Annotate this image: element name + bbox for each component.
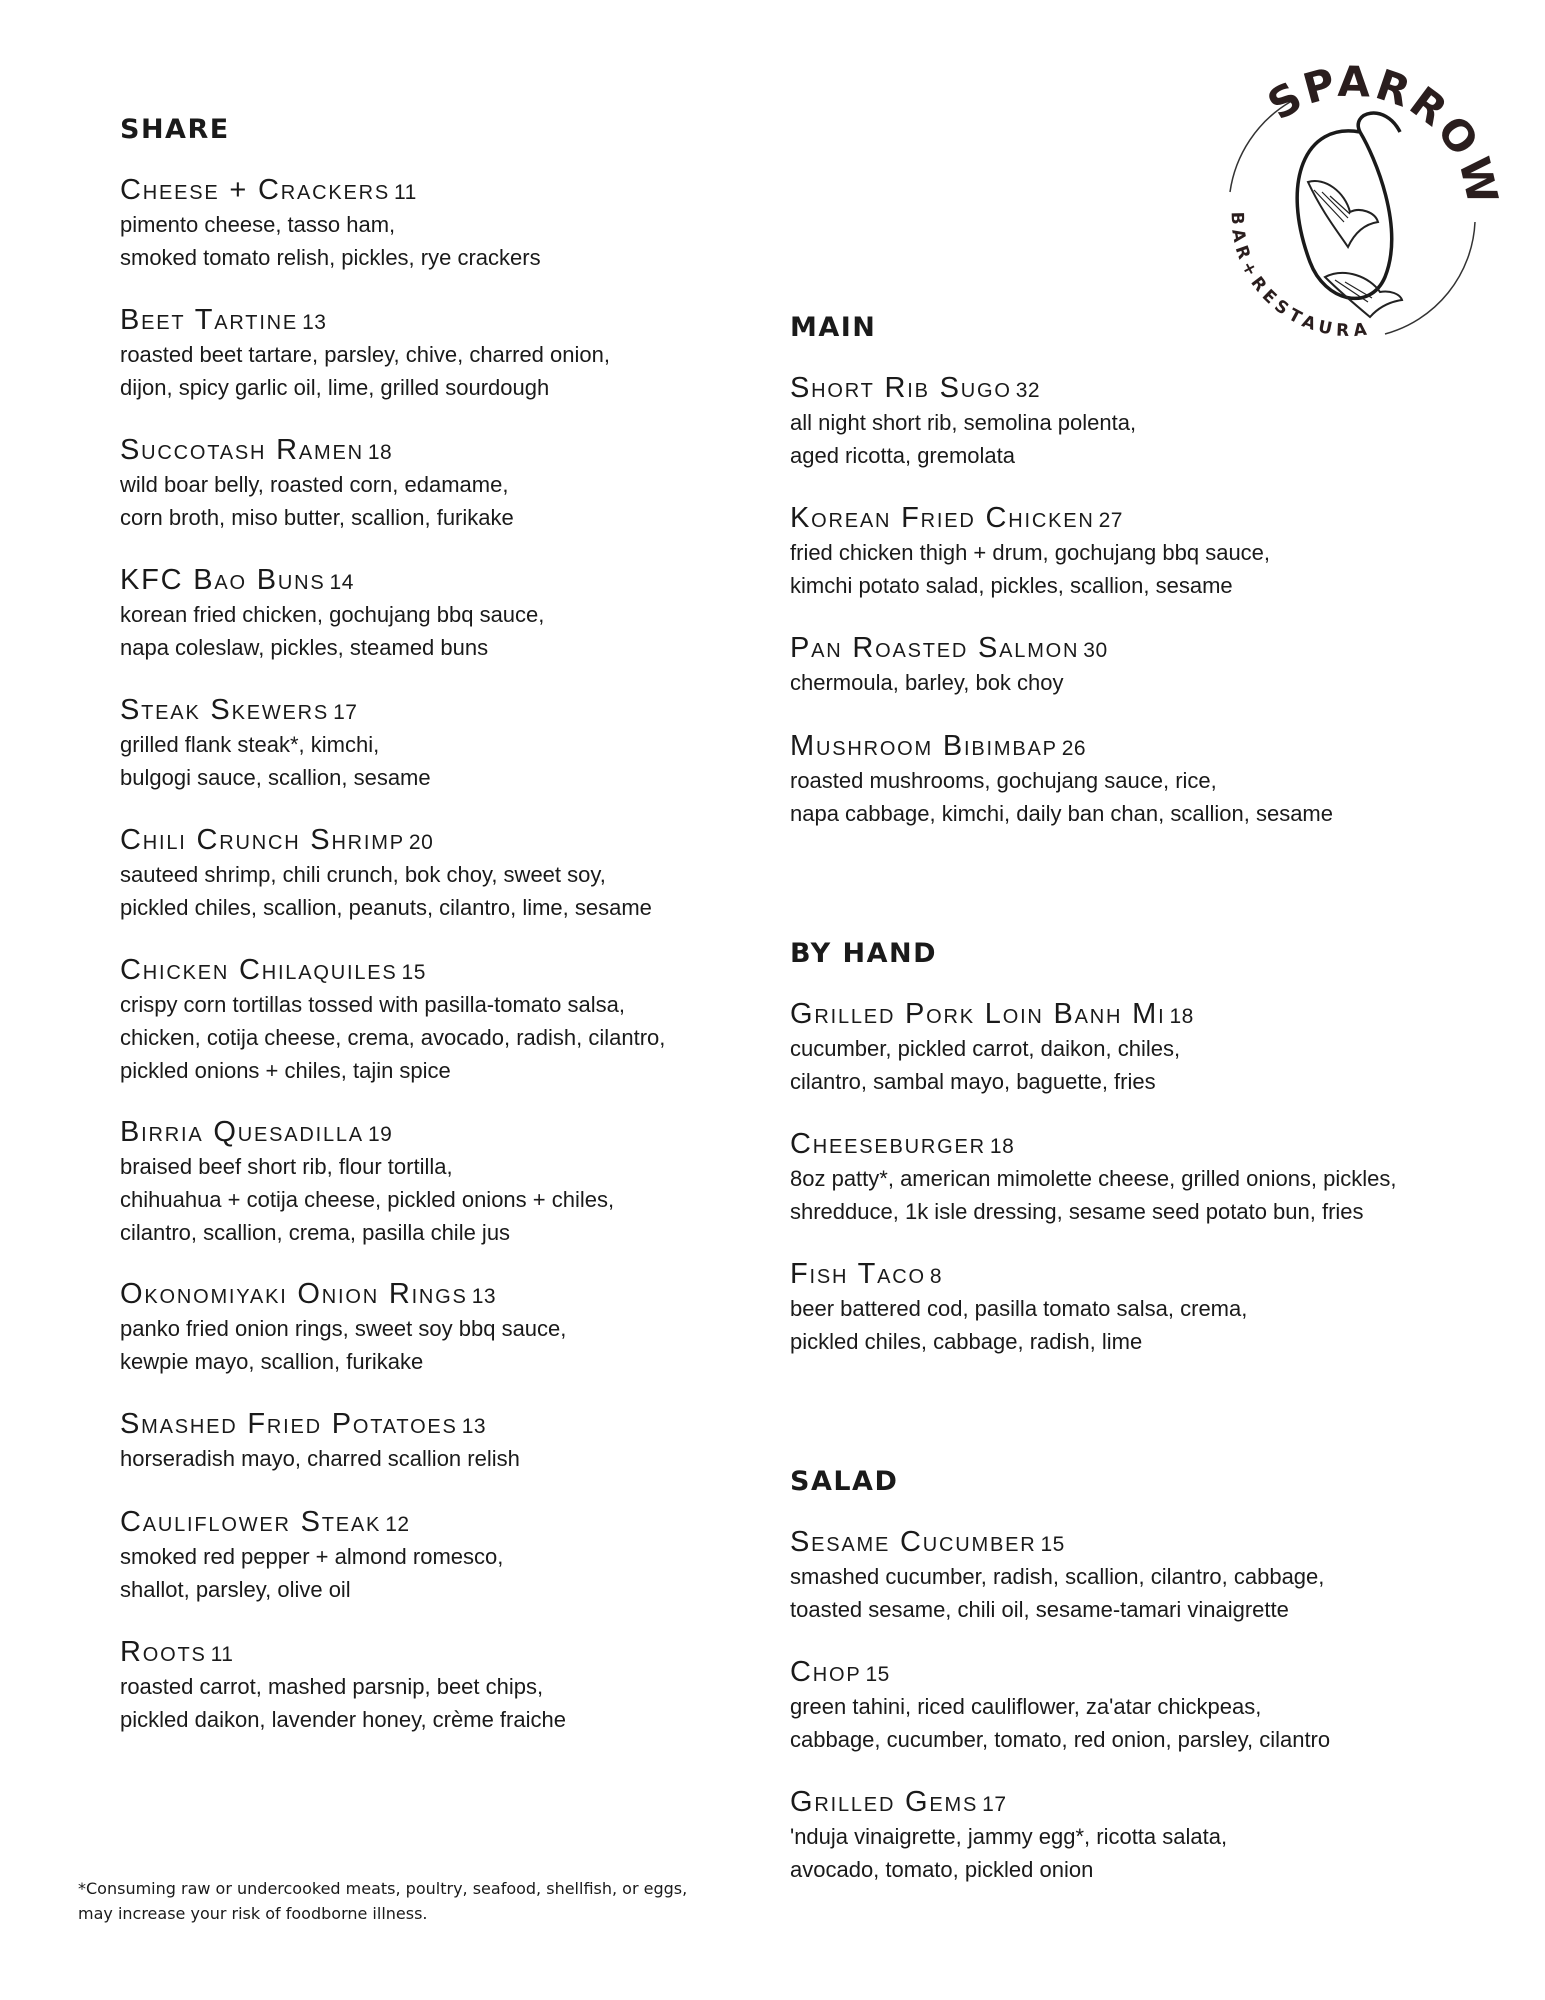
section-title: SHARE <box>120 114 230 145</box>
menu-item-description: fried chicken thigh + drum, gochujang bbq sauce, <box>790 540 1271 565</box>
menu-item-price: 15 <box>1040 1533 1065 1556</box>
menu-item-description: cilantro, sambal mayo, baguette, fries <box>790 1069 1156 1094</box>
menu-item <box>790 370 1490 500</box>
disclaimer <box>78 1876 778 1926</box>
menu-item-heading <box>120 172 760 208</box>
menu-item <box>120 432 760 562</box>
menu-item-name: Short Rib Sugo <box>790 372 1012 404</box>
menu-item-heading <box>120 1406 760 1442</box>
menu-item-heading <box>790 1654 1490 1690</box>
section-title: BY HAND <box>790 938 938 969</box>
menu-item-price: 19 <box>367 1123 393 1146</box>
section-by-hand <box>790 934 1490 1386</box>
menu-item-name: Roots <box>120 1636 207 1668</box>
menu-item-heading <box>790 370 1490 406</box>
menu-item-description: green tahini, riced cauliflower, za'atar chickpeas, <box>790 1694 1262 1719</box>
menu-item-description: 8oz patty*, american mimolette cheese, grilled onions, pickles, <box>790 1166 1397 1191</box>
menu-item-description: sauteed shrimp, chili crunch, bok choy, sweet soy, <box>120 862 606 887</box>
menu-item-description: shredduce, 1k isle dressing, sesame seed potato bun, fries <box>790 1199 1364 1224</box>
menu-item-name: Cheese + Crackers <box>120 174 391 206</box>
menu-item-description: beer battered cod, pasilla tomato salsa, crema, <box>790 1296 1248 1321</box>
menu-item-name: Chop <box>790 1656 862 1688</box>
menu-item-name: Smashed Fried Potatoes <box>120 1408 458 1440</box>
menu-item-heading <box>120 1634 760 1670</box>
by-hand-items <box>790 996 1490 1386</box>
menu-item-description: toasted sesame, chili oil, sesame-tamari vinaigrette <box>790 1597 1289 1622</box>
menu-item <box>120 692 760 822</box>
menu-item-description: chihuahua + cotija cheese, pickled onions + chiles, <box>120 1187 615 1212</box>
salad-items <box>790 1524 1490 1914</box>
menu-item-description: bulgogi sauce, scallion, sesame <box>120 765 431 790</box>
menu-item-heading <box>790 996 1490 1032</box>
menu-item-price: 27 <box>1098 509 1123 532</box>
menu-item-price: 15 <box>865 1663 890 1686</box>
menu-item <box>120 1406 760 1504</box>
menu-item-name: Chicken Chilaquiles <box>120 954 398 986</box>
menu-item <box>790 1256 1490 1386</box>
section-salad <box>790 1462 1490 1914</box>
menu-item-heading <box>120 1504 760 1540</box>
section-title: MAIN <box>790 312 877 343</box>
menu-item-heading <box>120 692 760 728</box>
menu-item-description: kimchi potato salad, pickles, scallion, sesame <box>790 573 1233 598</box>
menu-item-heading <box>120 562 760 598</box>
menu-item-heading <box>120 952 760 988</box>
menu-item-name: Korean Fried Chicken <box>790 502 1095 534</box>
menu-item-price: 15 <box>401 961 426 984</box>
menu-item-heading <box>120 822 760 858</box>
menu-item-price: 20 <box>408 831 434 854</box>
menu-item-description: corn broth, miso butter, scallion, furikake <box>120 505 514 530</box>
disclaimer-line: may increase your risk of foodborne illness. <box>78 1904 428 1923</box>
menu-item-name: Sesame Cucumber <box>790 1526 1037 1558</box>
menu-item-price: 18 <box>367 441 393 464</box>
menu-item <box>790 1126 1490 1256</box>
menu-item-heading <box>120 302 760 338</box>
menu-item-description: smoked red pepper + almond romesco, <box>120 1544 504 1569</box>
menu-item-description: dijon, spicy garlic oil, lime, grilled sourdough <box>120 375 550 400</box>
menu-item-description: 'nduja vinaigrette, jammy egg*, ricotta salata, <box>790 1824 1228 1849</box>
menu-item-description: smashed cucumber, radish, scallion, cilantro, cabbage, <box>790 1564 1325 1589</box>
menu-item-description: horseradish mayo, charred scallion relish <box>120 1446 520 1471</box>
menu-item-description: cucumber, pickled carrot, daikon, chiles, <box>790 1036 1181 1061</box>
menu-item-description: pickled onions + chiles, tajin spice <box>120 1058 451 1083</box>
right-column <box>790 308 1490 1914</box>
menu-item-description: pickled daikon, lavender honey, crème fraiche <box>120 1707 566 1732</box>
menu-item-price: 17 <box>982 1793 1007 1816</box>
menu-item-price: 13 <box>302 311 327 334</box>
menu-item-price: 11 <box>394 181 417 204</box>
menu-item-price: 18 <box>1169 1005 1194 1028</box>
menu-item-description: roasted mushrooms, gochujang sauce, rice, <box>790 768 1217 793</box>
menu-item <box>790 1654 1490 1784</box>
menu-item-price: 18 <box>989 1135 1015 1158</box>
menu-item-price: 26 <box>1061 737 1087 760</box>
logo-subtitle: BAR+RESTAURA <box>1226 211 1373 342</box>
logo-name: SPARROW <box>1259 62 1509 212</box>
menu-item-heading <box>790 728 1490 764</box>
menu-item-heading <box>120 1276 760 1312</box>
disclaimer-line: *Consuming raw or undercooked meats, poultry, seafood, shellfish, or eggs, <box>78 1879 688 1898</box>
menu-item <box>120 302 760 432</box>
menu-item-price: 13 <box>461 1415 487 1438</box>
menu-item-price: 13 <box>471 1285 497 1308</box>
menu-item <box>120 562 760 692</box>
menu-item-heading <box>790 1126 1490 1162</box>
menu-item-heading <box>120 1114 760 1150</box>
menu-item <box>120 172 760 302</box>
menu-item-price: 12 <box>385 1513 410 1536</box>
menu-item-description: pickled chiles, scallion, peanuts, cilantro, lime, sesame <box>120 895 652 920</box>
menu-item-name: Fish Taco <box>790 1258 926 1290</box>
menu-item-price: 14 <box>329 571 354 594</box>
menu-item-name: Cauliflower Steak <box>120 1506 382 1538</box>
menu-item <box>120 822 760 952</box>
menu-item-heading <box>790 1256 1490 1292</box>
menu-item-name: Succotash Ramen <box>120 434 364 466</box>
menu-item-name: Okonomiyaki Onion Rings <box>120 1278 468 1310</box>
menu-item-price: 11 <box>210 1643 234 1666</box>
menu-item-name: Pan Roasted Salmon <box>790 632 1080 664</box>
menu-item <box>120 1504 760 1634</box>
menu-item-name: Steak Skewers <box>120 694 330 726</box>
menu-item-description: braised beef short rib, flour tortilla, <box>120 1154 453 1179</box>
menu-item-description: pimento cheese, tasso ham, <box>120 212 396 237</box>
menu-item-description: crispy corn tortillas tossed with pasilla-tomato salsa, <box>120 992 625 1017</box>
menu-item <box>790 500 1490 630</box>
menu-item-description: napa coleslaw, pickles, steamed buns <box>120 635 489 660</box>
menu-item-description: smoked tomato relish, pickles, rye crackers <box>120 245 541 270</box>
section-title: SALAD <box>790 1466 899 1497</box>
menu-item-description: panko fried onion rings, sweet soy bbq sauce, <box>120 1316 567 1341</box>
menu-item-name: Chili Crunch Shrimp <box>120 824 405 856</box>
menu-item-heading <box>790 500 1490 536</box>
menu-item <box>790 996 1490 1126</box>
menu-item-price: 17 <box>333 701 358 724</box>
menu-item <box>790 728 1490 858</box>
menu-item-description: shallot, parsley, olive oil <box>120 1577 351 1602</box>
menu-item <box>120 952 760 1114</box>
menu-item-price: 32 <box>1015 379 1041 402</box>
menu-item-description: chicken, cotija cheese, crema, avocado, radish, cilantro, <box>120 1025 666 1050</box>
menu-item-description: wild boar belly, roasted corn, edamame, <box>120 472 509 497</box>
section-main <box>790 308 1490 858</box>
menu-item <box>120 1276 760 1406</box>
menu-item-description: grilled flank steak*, kimchi, <box>120 732 380 757</box>
menu-item-description: all night short rib, semolina polenta, <box>790 410 1137 435</box>
section-share <box>120 110 760 1764</box>
menu-item-name: Grilled Gems <box>790 1786 979 1818</box>
menu-item-description: cilantro, scallion, crema, pasilla chile jus <box>120 1220 511 1245</box>
menu-item-name: Cheeseburger <box>790 1128 986 1160</box>
menu-item-description: korean fried chicken, gochujang bbq sauce, <box>120 602 545 627</box>
menu-item-name: KFC Bao Buns <box>120 564 326 596</box>
menu-item <box>790 1524 1490 1654</box>
menu-item-description: napa cabbage, kimchi, daily ban chan, scallion, sesame <box>790 801 1333 826</box>
menu-item-name: Birria Quesadilla <box>120 1116 364 1148</box>
main-items <box>790 370 1490 858</box>
menu-item <box>790 630 1490 728</box>
menu-item-price: 8 <box>929 1265 943 1288</box>
menu-item <box>790 1784 1490 1914</box>
menu-item <box>120 1634 760 1764</box>
menu-item-description: chermoula, barley, bok choy <box>790 670 1064 695</box>
menu-item-description: pickled chiles, cabbage, radish, lime <box>790 1329 1143 1354</box>
menu-item-heading <box>790 1784 1490 1820</box>
menu-item-name: Mushroom Bibimbap <box>790 730 1058 762</box>
menu-item <box>120 1114 760 1276</box>
left-column <box>120 110 760 1764</box>
share-items <box>120 172 760 1764</box>
menu-item-heading <box>790 1524 1490 1560</box>
menu-item-description: avocado, tomato, pickled onion <box>790 1857 1094 1882</box>
menu-item-heading <box>790 630 1490 666</box>
menu-item-description: cabbage, cucumber, tomato, red onion, parsley, cilantro <box>790 1727 1331 1752</box>
menu-item-description: kewpie mayo, scallion, furikake <box>120 1349 424 1374</box>
menu-item-price: 30 <box>1083 639 1108 662</box>
menu-item-description: aged ricotta, gremolata <box>790 443 1016 468</box>
menu-item-name: Beet Tartine <box>120 304 299 336</box>
menu-item-description: roasted beet tartare, parsley, chive, charred onion, <box>120 342 610 367</box>
menu-item-name: Grilled Pork Loin Banh Mi <box>790 998 1166 1030</box>
menu-item-heading <box>120 432 760 468</box>
menu-item-description: roasted carrot, mashed parsnip, beet chips, <box>120 1674 544 1699</box>
